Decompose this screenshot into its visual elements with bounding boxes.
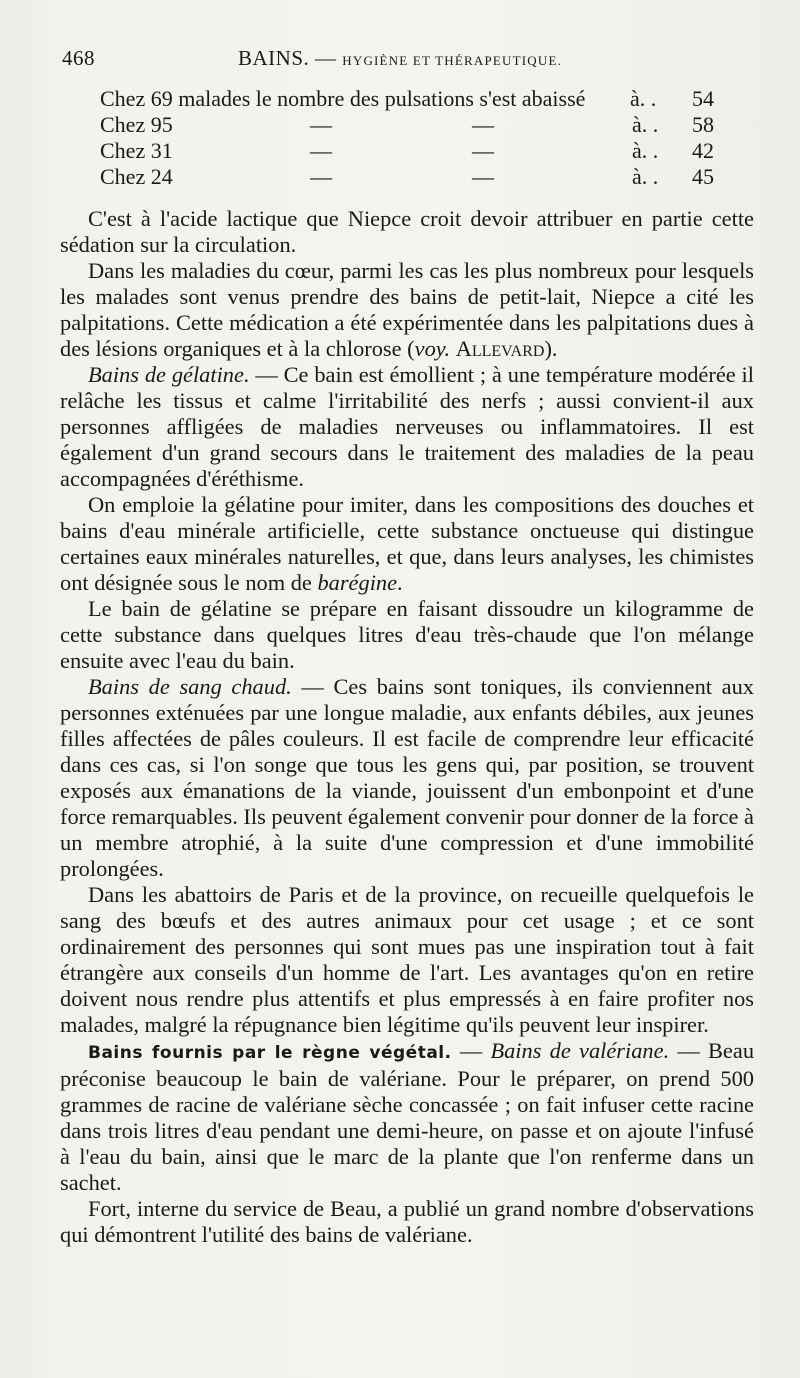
pulse-row-ditto: — xyxy=(310,164,332,189)
pulse-row xyxy=(100,138,720,164)
paragraph-blood-baths xyxy=(60,674,754,882)
running-title-dash: — xyxy=(309,46,343,70)
paragraph-gelatine-preparation: Le bain de gélatine se prépare en faisant dissoudre un kilogramme de cette substance dans quelques litres d'eau très-chaude que l'on mélange ensuite avec l'eau du bain. xyxy=(60,596,754,673)
pulse-row-prep: à. . xyxy=(632,138,659,163)
running-title-sub: HYGIÈNE ET THÉRAPEUTIQUE. xyxy=(342,53,563,68)
cross-reference: Allevard xyxy=(455,336,545,361)
section-title-gelatine: Bains de gélatine. xyxy=(88,362,250,387)
running-header xyxy=(60,46,760,74)
pulse-row xyxy=(100,164,720,190)
running-title-main: BAINS. xyxy=(238,46,310,70)
page-number: 468 xyxy=(62,46,95,70)
pulse-row-label: Chez 31 xyxy=(100,138,173,163)
section-heading-vegetal: Bains fournis par le règne végétal. xyxy=(88,1043,452,1063)
pulse-row-value: 45 xyxy=(692,164,714,189)
pulse-row-value: 42 xyxy=(692,138,714,163)
pulse-row-value: 58 xyxy=(692,112,714,137)
paragraph-end: . xyxy=(397,570,403,595)
paragraph-gelatine-use xyxy=(60,492,754,596)
pulse-row-prep: à. . xyxy=(632,164,659,189)
pulse-row-prep: à. . xyxy=(632,112,659,137)
pulse-row-ditto: — xyxy=(472,112,494,137)
pulse-row-ditto: — xyxy=(472,164,494,189)
pulse-row-label: Chez 24 xyxy=(100,164,173,189)
pulse-row-ditto: — xyxy=(310,112,332,137)
paragraph-gelatine-baths xyxy=(60,362,754,492)
paragraph-text: — Beau préconise beaucoup le bain de valériane. Pour le préparer, on prend 500 grammes de racine de valériane sèche concassée ; on fait infuser cette racine dans trois litres d'eau pendant une demi-heure, on passe et on ajoute l'infusé à l'eau du bain, ainsi que le marc de la plante que l'on renferme dans un sachet. xyxy=(60,1038,755,1195)
paragraph-text: — Ces bains sont toniques, ils conviennent aux personnes exténuées par une longue maladie, aux enfants débiles, aux jeunes filles affectées de pâles couleurs. Il est facile de comprendre leur efficacité dans ces cas, si l'on songe que tous les gens qui, par position, se trouvent exposés aux émanations de la viande, jouissent d'un embonpoint et d'une force remarquables. Ils peuvent également convenir pour donner de la force à un membre atrophié, à la suite d'une compression et d'une immobilité prolongées. xyxy=(60,674,755,881)
paragraph-lactic-acid: C'est à l'acide lactique que Niepce croit devoir attribuer en partie cette sédation sur la circulation. xyxy=(60,206,754,257)
paragraph-fort-observations: Fort, interne du service de Beau, a publié un grand nombre d'observations qui démontrent l'utilité des bains de valériane. xyxy=(60,1196,754,1247)
heading-dash: — xyxy=(451,1038,491,1063)
paragraph-valerian-baths xyxy=(60,1038,754,1196)
section-title-valerian: Bains de valériane. xyxy=(490,1038,670,1063)
paragraph-end: ). xyxy=(544,336,558,361)
term-baregine: barégine xyxy=(317,570,398,595)
section-title-blood: Bains de sang chaud. xyxy=(88,674,292,699)
pulse-row-label: Chez 95 xyxy=(100,112,173,137)
paragraph-heart-diseases xyxy=(60,258,754,362)
paragraph-slaughterhouses: Dans les abattoirs de Paris et de la province, on recueille quelquefois le sang des bœufs et des autres animaux pour cet usage ; et ce sont ordinairement des personnes qui sont mues pas une inspiration tout à fait étrangère aux conseils d'un homme de l'art. Les avantages qu'on en retire doivent nous rendre plus attentifs et plus empressés à en faire profiter nos malades, malgré la répugnance bien légitime qu'ils peuvent leur inspirer. xyxy=(60,882,754,1037)
pulse-row xyxy=(100,112,720,138)
body-text xyxy=(60,206,754,1248)
paragraph-text: — Ce bain est émollient ; à une température modérée il relâche les tissus et calme l'irritabilité des nerfs ; aussi convient-il aux personnes affligées de maladies nerveuses ou inflammatoires. Il est également d'un grand secours dans le traitement des maladies de la peau accompagnées d'éréthisme. xyxy=(60,362,754,491)
paragraph-text: On emploie la gélatine pour imiter, dans les compositions des douches et bains d'eau minérale artificielle, cette substance onctueuse qui distingue certaines eaux minérales naturelles, et que, dans leurs analyses, les chimistes ont désignée sous le nom de xyxy=(60,492,754,595)
pulse-row-label: Chez 69 malades le nombre des pulsations s'est abaissé xyxy=(100,86,586,111)
pulse-row-ditto: — xyxy=(472,138,494,163)
pulse-row xyxy=(100,86,720,112)
running-title xyxy=(238,46,562,71)
pulse-row-value: 54 xyxy=(692,86,714,111)
voy-abbrev: voy. xyxy=(414,336,451,361)
pulse-row-ditto: — xyxy=(310,138,332,163)
paragraph-text: Dans les maladies du cœur, parmi les cas les plus nombreux pour lesquels les malades sont venus prendre des bains de petit-lait, Niepce a cité les palpitations. Cette médication a été expérimentée dans les palpitations dues à des lésions organiques et à la chlorose ( xyxy=(60,258,754,361)
pulse-row-prep: à. . xyxy=(630,86,657,111)
